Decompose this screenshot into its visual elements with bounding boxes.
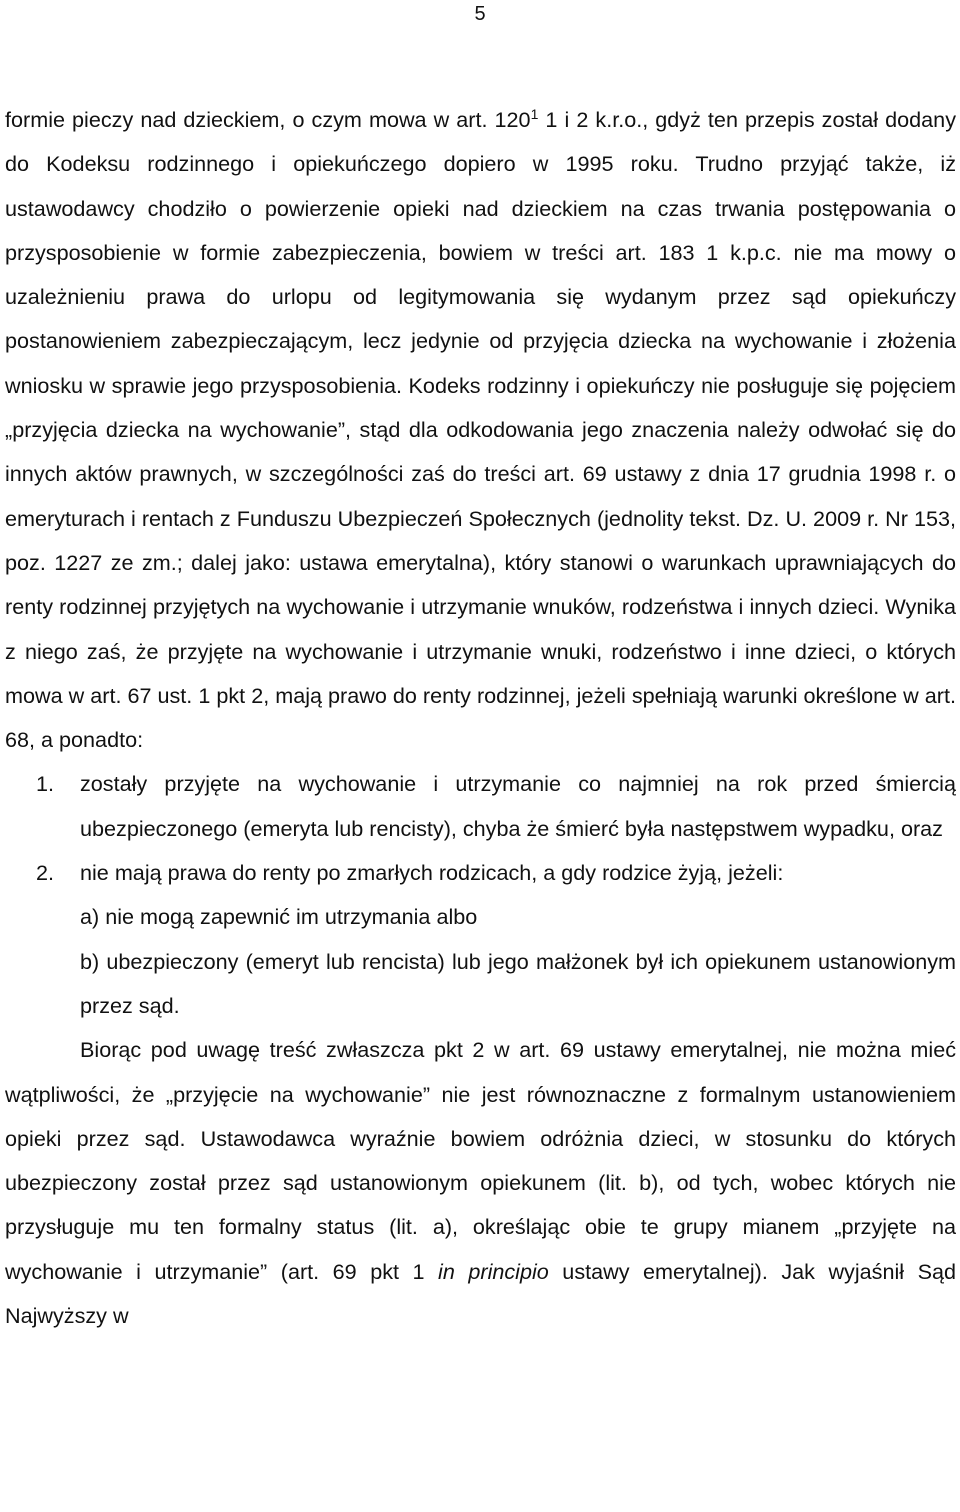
paragraph-1-text-b: 1 i 2 k.r.o., gdyż ten przepis został dodany do Kodeksu rodzinnego i opiekuńczego dopiero w 1995 roku. Trudno przyjąć także, iż ustawodawcy chodziło o powierzenie opieki nad dzieckiem na czas trwania postępowania o przysposobienie w formie zabezpieczenia, bowiem w treści art. 183 1 k.p.c. nie ma mowy o uzależnieniu prawa do urlopu od legitymowania się wydanym przez sąd opiekuńczy postanowieniem zabezpieczającym, lecz jedynie od przyjęcia dziecka na wychowanie i złożenia wniosku w sprawie jego przysposobienia. Kodeks rodzinny i opiekuńczy nie posługuje się pojęciem „przyjęcia dziecka na wychowanie”, stąd dla odkodowania jego znaczenia należy odwołać się do innych aktów prawnych, w szczególności zaś do treści art. 69 ustawy z dnia 17 grudnia 1998 r. o emeryturach i rentach z Funduszu Ubezpieczeń Społecznych (jednolity tekst. Dz. U. 2009 r. Nr 153, poz. 1227 ze zm.; dalej jako: ustawa emerytalna), który stanowi o warunkach uprawniających do renty rodzinnej przyjętych na wychowanie i utrzymanie wnuków, rodzeństwa i innych dzieci. Wynika z niego zaś, że przyjęte na wychowanie i utrzymanie wnuki, rodzeństwo i inne dzieci, o których mowa w art. 67 ust. 1 pkt 2, mają prawo do renty rodzinnej, jeżeli spełniają warunki określone w art. 68, a ponadto: <box>5 107 956 753</box>
list-item-text: nie mają prawa do renty po zmarłych rodzicach, a gdy rodzice żyją, jeżeli: <box>80 860 784 886</box>
paragraph-2-italic: in principio <box>438 1258 549 1284</box>
paragraph-2-text-b: ustawy emerytalnej). Jak wyjaśnił Sąd Najwyższy w <box>5 1258 956 1329</box>
list-item-text: zostały przyjęte na wychowanie i utrzymanie co najmniej na rok przed śmiercią ubezpieczonego (emeryta lub rencisty), chyba że śmierć była następstwem wypadku, oraz <box>80 771 956 841</box>
paragraph-2 <box>5 1028 956 1338</box>
superscript-footnote: 1 <box>530 105 539 122</box>
paragraph-1 <box>5 98 956 762</box>
document-body <box>5 98 956 1338</box>
paragraph-2-text-a: Biorąc pod uwagę treść zwłaszcza pkt 2 w art. 69 ustawy emerytalnej, nie można mieć wątpliwości, że „przyjęcie na wychowanie” nie jest równoznaczne z formalnym ustanowieniem opieki przez sąd. Ustawodawca wyraźnie bowiem odróżnia dzieci, w stosunku do których ubezpieczony został przez sąd ustanowionym opiekunem (lit. b), od tych, wobec których nie przysługuje mu ten formalny status (lit. a), określając obie te grupy mianem „przyjęte na wychowanie i utrzymanie” (art. 69 pkt 1 <box>5 1037 956 1284</box>
sublist-item-a: a) nie mogą zapewnić im utrzymania albo <box>80 904 478 930</box>
paragraph-1-text-a: formie pieczy nad dzieckiem, o czym mowa w art. 120 <box>5 107 531 132</box>
list-item-1 <box>5 762 956 851</box>
list-item-number: 2. <box>36 860 55 886</box>
sublist-item-b: b) ubezpieczony (emeryt lub rencista) lub jego małżonek był ich opiekunem ustanowionym przez sąd. <box>80 948 956 1018</box>
page-number: 5 <box>474 3 486 25</box>
list-item-2 <box>5 851 956 895</box>
list-item-number: 1. <box>36 771 55 797</box>
